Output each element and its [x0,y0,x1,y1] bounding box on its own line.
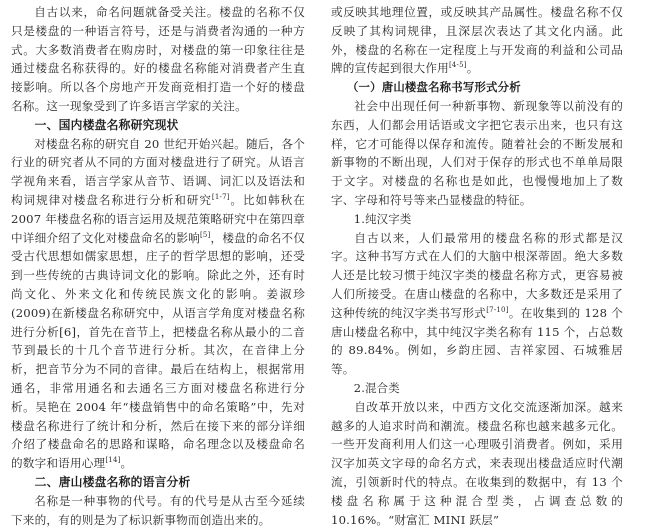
subsection-heading-writing-form: （一）唐山楼盘名称书写形式分析 [346,80,521,95]
research-text-3: ，楼盘的命名不仅受古代思想如儒家思想，庄子的哲学思想的影响，还受到一些传统的古典诗词文化的影响。除此之外，还有时尚文化、外来文化和传统民族文化的影响。姜淑珍(2009)在新楼盘名称研究中，从语言学角度对楼盘名称进行分析[6]，首先在音节上，把楼盘名称从最小的二音节到最长的十几个音节进行分析。其次，在音律上分析，把音节分为不同的音律。最后在结构上，根据常用通名，非常用通名和去通名三方面对楼盘名称进行分析。吴艳在 2004 年“楼盘销售中的命名策略”中，先对楼盘名称进行了统计和分析，然后在接下来的部分详细介绍了楼盘命名的思路和谋略，命名理念以及楼盘命名的数字和语用心理 [11,230,305,471]
mixed-paragraph: 自改革开放以来，中西方文化交流逐渐加深。越来越多的人追求时尚和潮流。楼盘名称也越来越多元化。一些开发商利用人们这一心理吸引消费者。例如，采用汉字加英文字母的命名方式，来表现出楼盘适应时代潮流，引领新时代的特点。在收集到的数据中，有 13 个楼盘名称属于这种混合型类，占调查总数的 10.16%。“财富汇 MINI 跃层” [331,399,623,527]
writing-form-paragraph: 社会中出现任何一种新事物、新现象等以前没有的东西，人们都会用话语或文字把它表示出来，也只有这样，它才可能得以保存和流传。随着社会的不断发展和新事物的不断出现，人们对于保存的形式也不单单局限于文字。对楼盘的名称也是如此，也慢慢地加上了数字、字母和符号等来凸显楼盘的特征。 [331,98,623,207]
citation-ref: [14] [105,456,121,465]
subheading-mixed: 2.混合类 [353,380,400,395]
citation-ref: [1-7] [211,193,230,202]
naming-paragraph: 名称是一种事物的代号。有的代号是从古至今延续下来的，有的则是为了标识新事物而创造出来的。 [11,493,305,527]
continued-text: 或反映其地理位置，或反映其产品属性。楼盘名称不仅反映了其构词规律，且深层次表达了其文化内涵。此外，楼盘的名称在一定程度上与开发商的利益和公司品牌的宣传起到很大作用 [331,5,623,76]
continued-paragraph [331,3,623,78]
section-heading-language-analysis: 二、唐山楼盘名称的语言分析 [34,474,191,489]
research-paragraph [11,135,305,473]
pure-chinese-paragraph [331,229,623,379]
research-text-2: 。比如韩秋在 2007 年楼盘名称的语言运用及规范策略研究中在第四章中详细介绍了文化对楼盘命名的影响 [11,192,306,245]
pure-chinese-text-2: 。在收集到的 128 个唐山楼盘名称中，其中纯汉字类名称有 115 个，占总数的 89.84%。例如，乡韵庄园、吉祥家园、石城雅居等。 [331,305,623,377]
research-text-1: 对楼盘名称的研究自 20 世纪开始兴起。随后，各个行业的研究者从不同的方面对楼盘进行了研究。从语言学视角来看，语言学家从音节、语调、词汇以及语法和构词规律对楼盘名称进行分析和研究 [11,136,305,207]
intro-paragraph: 自古以来，命名问题就备受关注。楼盘的名称不仅只是楼盘的一种语言符号，还是与消费者沟通的一种方式。大多数消费者在购房时，对楼盘的第一印象往往是通过楼盘名称获得的。好的楼盘名称能对消费者产生直接影响。所以各个房地产开发商竞相打造一个好的楼盘名称。这一现象受到了许多语言学家的关注。 [11,5,305,113]
citation-ref: [5] [199,230,211,239]
citation-ref: [4-5] [448,61,467,70]
section-heading-research-status: 一、国内楼盘名称研究现状 [34,117,179,132]
left-column [11,3,305,529]
citation-ref: [7-10] [486,305,509,314]
continued-text-end: 。 [466,61,479,76]
right-column [331,3,623,529]
pure-chinese-text-1: 自古以来，人们最常用的楼盘名称的形式都是汉字。这种书写方式在人们的大脑中根深蒂固。绝大多数人还是比较习惯于纯汉字类的楼盘名称方式，更容易被人们所接受。在唐山楼盘的名称中，大多数还是采用了这种传统的纯汉字类书写形式 [331,230,623,320]
subheading-pure-chinese: 1.纯汉字类 [353,211,412,226]
research-text-4: 。 [120,456,133,471]
